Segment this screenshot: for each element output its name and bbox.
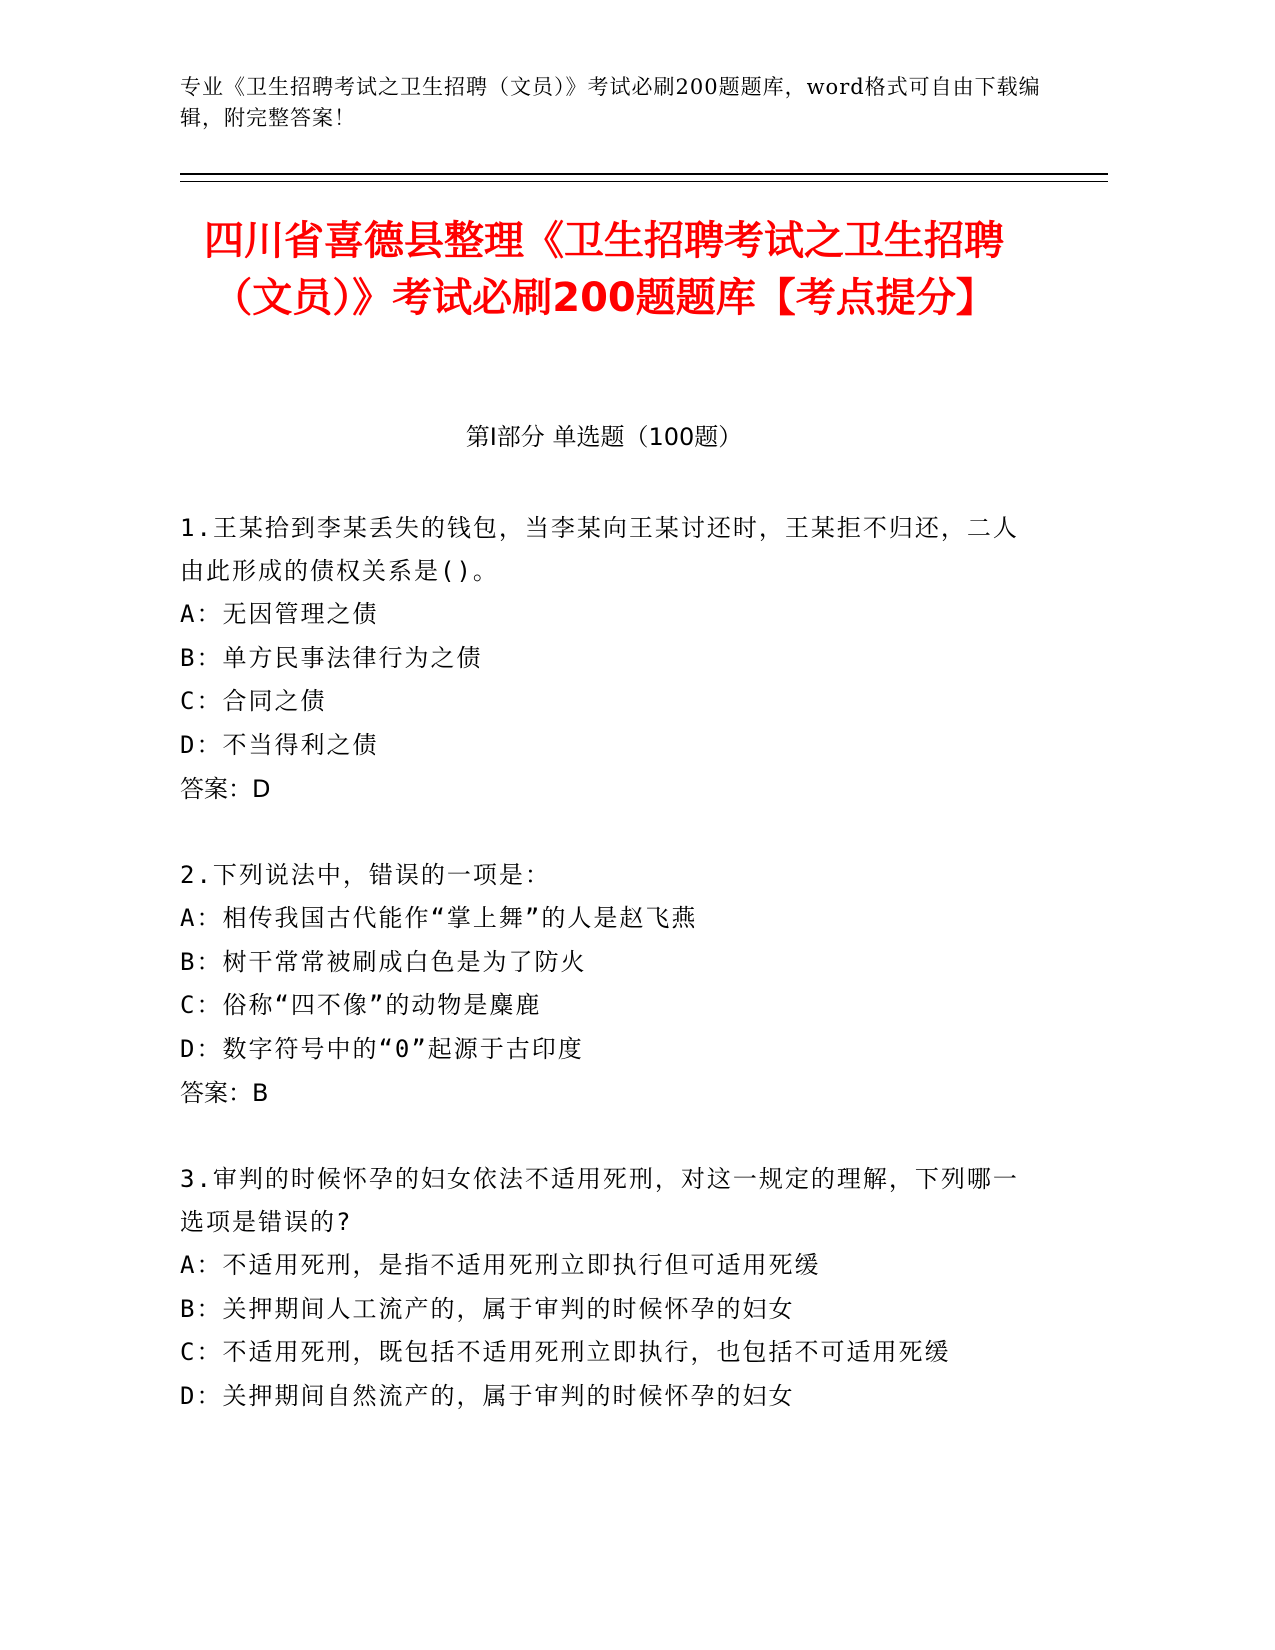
question-list [180,507,1020,1461]
question-text: 3.审判的时候怀孕的妇女依法不适用死刑，对这一规定的理解，下列哪一选项是错误的? [180,1165,1019,1236]
option-a: A：相传我国古代能作“掌上舞”的人是赵飞燕 [180,904,698,932]
answer-line: 答案：B [180,1079,269,1107]
option-c: C：不适用死刑，既包括不适用死刑立即执行，也包括不可适用死缓 [180,1338,951,1366]
section-heading: 第I部分 单选题（100题） [465,423,743,451]
document-title: 四川省喜德县整理《卫生招聘考试之卫生招聘（文员）》考试必刷200题题库【考点提分】 [204,218,1004,321]
option-d: D：不当得利之债 [180,730,379,759]
header-divider-thick [180,173,1108,175]
option-b: B：单方民事法律行为之债 [180,643,483,672]
answer-line: 答案：D [180,775,271,803]
option-d: D：数字符号中的“0”起源于古印度 [180,1034,584,1063]
option-c: C：合同之债 [180,687,327,715]
question-item [180,1158,1020,1418]
option-d: D：关押期间自然流产的，属于审判的时候怀孕的妇女 [180,1381,795,1410]
question-item [180,507,1020,811]
option-c: C：俗称“四不像”的动物是麋鹿 [180,991,542,1019]
option-b: B：树干常常被刷成白色是为了防火 [180,947,587,976]
option-b: B：关押期间人工流产的，属于审判的时候怀孕的妇女 [180,1294,795,1323]
question-item [180,854,1020,1115]
option-a: A：不适用死刑，是指不适用死刑立即执行但可适用死缓 [180,1251,821,1279]
question-text: 2.下列说法中，错误的一项是： [180,861,551,889]
header-divider-thin [180,181,1108,182]
option-a: A：无因管理之债 [180,600,379,628]
header-note: 专业《卫生招聘考试之卫生招聘（文员）》考试必刷200题题库，word格式可自由下载编辑，附完整答案！ [180,75,1041,130]
question-text: 1.王某拾到李某丢失的钱包，当李某向王某讨还时，王某拒不归还，二人由此形成的债权关系是()。 [180,514,1019,585]
